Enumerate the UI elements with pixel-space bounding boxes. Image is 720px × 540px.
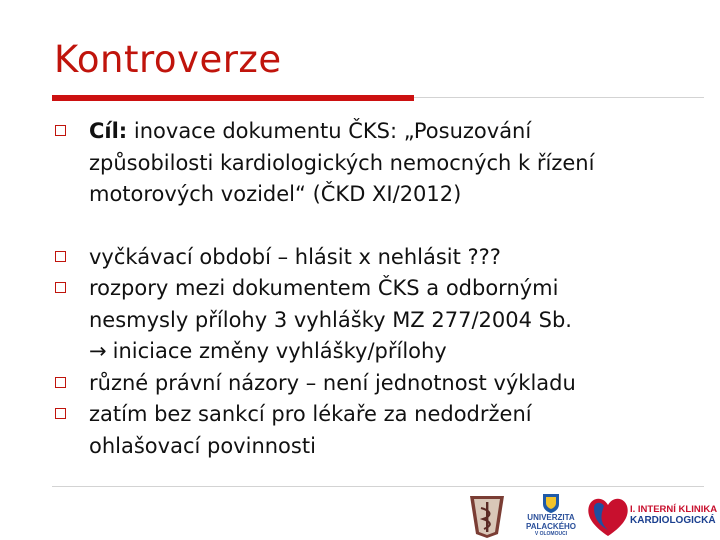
title-underline-gray (414, 97, 704, 98)
university-line-2: PALACKÉHO (525, 522, 577, 531)
square-bullet-icon (55, 251, 66, 262)
square-bullet-icon (55, 125, 66, 136)
bullet-item-waiting (55, 242, 695, 274)
slide-title: Kontroverze (54, 38, 282, 81)
clinic-logo-text (630, 504, 720, 526)
title-underline-red (52, 95, 414, 101)
conflicts-text-1: rozpory mezi dokumentem ČKS a odbornými (89, 276, 559, 300)
legal-text: různé právní názory – není jednotnost výkladu (89, 370, 576, 395)
goal-text-2: způsobilosti kardiologických nemocných k řízení (89, 150, 595, 175)
clinic-line-2: KARDIOLOGICKÁ (630, 515, 716, 526)
footer-divider (52, 486, 704, 487)
conflicts-text-3: iniciace změny vyhlášky/přílohy (112, 339, 447, 363)
university-line-1: UNIVERZITA (527, 513, 575, 522)
heart-logo-icon (585, 494, 631, 538)
university-crest-icon (540, 492, 562, 514)
caduceus-logo-icon (466, 494, 508, 538)
bullet-item-sanctions (55, 399, 695, 462)
square-bullet-icon (55, 282, 66, 293)
goal-text-3: motorových vozidel“ (ČKD XI/2012) (89, 182, 462, 206)
square-bullet-icon (55, 377, 66, 388)
university-line-3: V OLOMOUCI (534, 531, 568, 537)
footer-logos (458, 492, 720, 540)
bullet-item-legal (55, 368, 695, 400)
spacer (55, 211, 695, 242)
sanctions-text-2: ohlašovací povinnosti (89, 433, 316, 458)
waiting-text: vyčkávací období – hlásit x nehlásit ??? (89, 244, 501, 269)
goal-label: Cíl: (89, 119, 128, 143)
conflicts-text-2: nesmysly přílohy 3 vyhlášky MZ 277/2004 Sb. (89, 307, 572, 332)
bullet-item-conflicts (55, 273, 695, 368)
square-bullet-icon (55, 408, 66, 419)
clinic-line-1: I. INTERNÍ KLINIKA (630, 504, 718, 515)
bullet-list (55, 116, 695, 462)
bullet-item-goal (55, 116, 695, 211)
goal-text-1: inovace dokumentu ČKS: „Posuzování (127, 119, 532, 143)
university-logo-text (518, 513, 584, 537)
sanctions-text-1: zatím bez sankcí pro lékaře za nedodržení (89, 402, 532, 426)
right-arrow-icon: → (89, 339, 107, 363)
